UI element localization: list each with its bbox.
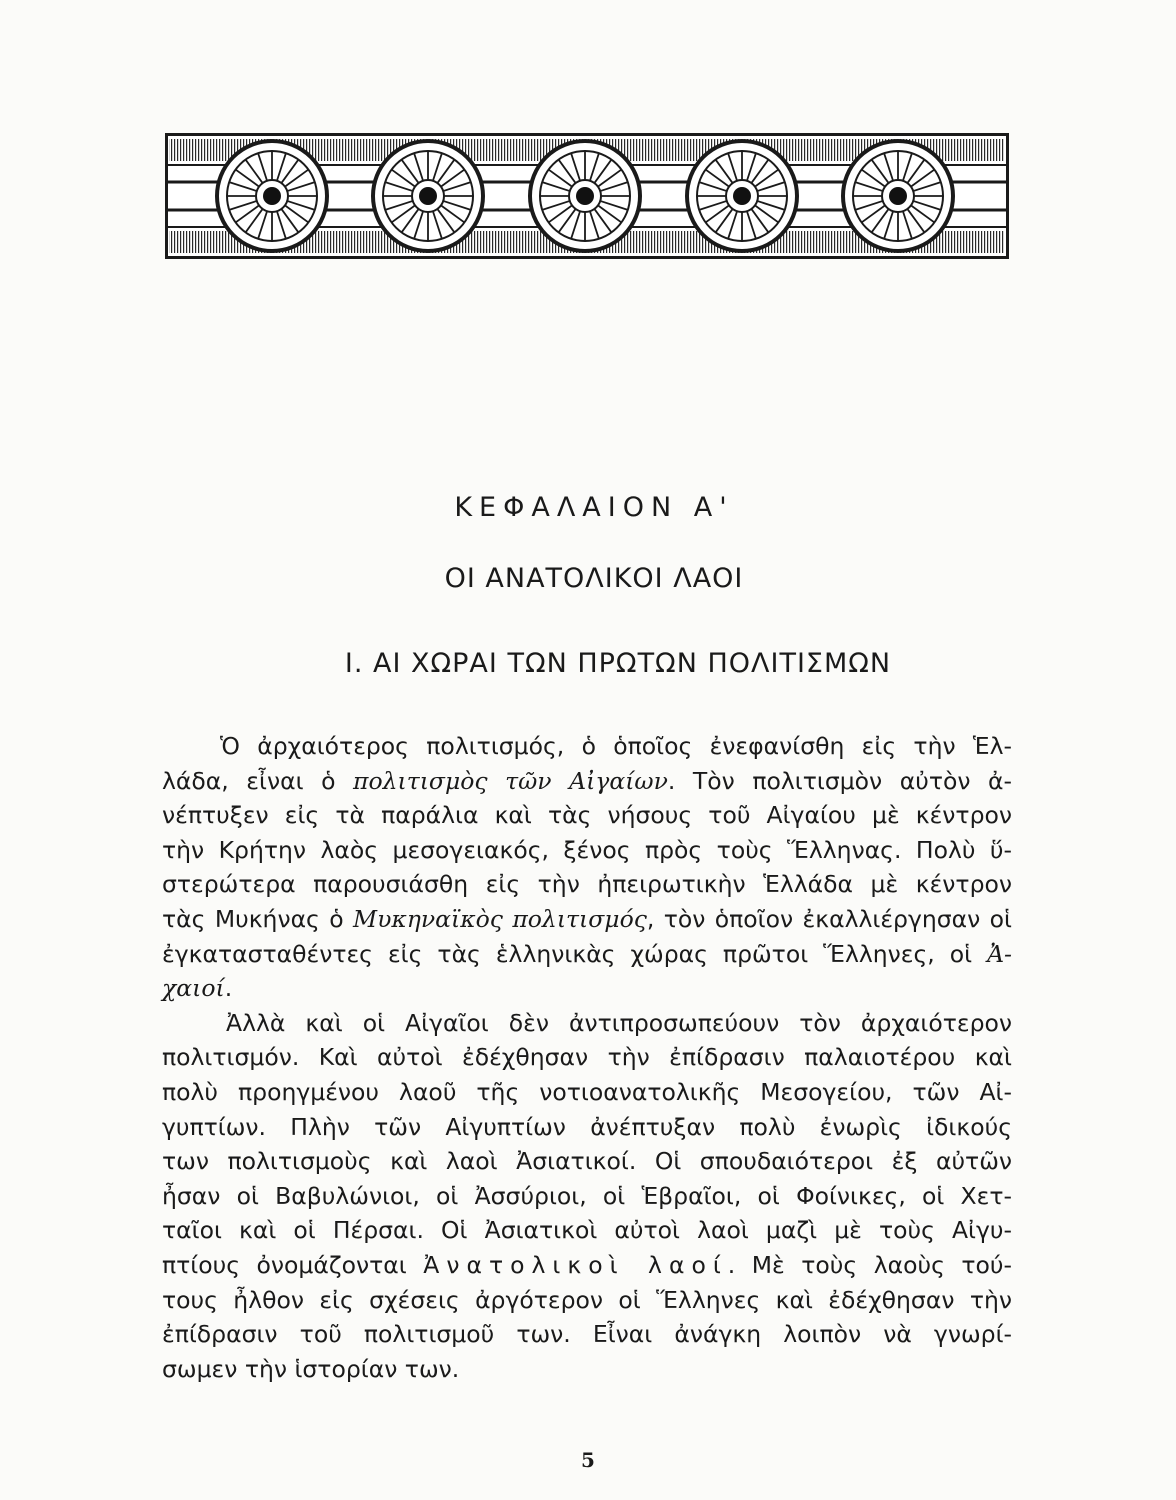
rosette-ornament (530, 141, 640, 251)
section-heading: Ι. ΑΙ ΧΩΡΑΙ ΤΩΝ ΠΡΩΤΩΝ ΠΟΛΙΤΙΣΜΩΝ (344, 648, 892, 679)
text-line: Ἀλλὰ καὶ οἱ Αἰγαῖοι δὲν ἀντιπροσωπεύουν τὸν ἀρχαιότερον (226, 1008, 1012, 1037)
rosette-ornament (843, 141, 953, 251)
body-text (162, 729, 1012, 1386)
text-line: ταῖοι καὶ οἱ Πέρσαι. Οἱ Ἀσιατικοὶ αὐτοὶ λαοὶ μαζὶ μὲ τοὺς Αἰγυ- (162, 1216, 1012, 1245)
text-line: ἐπίδρασιν τοῦ πολιτισμοῦ των. Εἶναι ἀνάγκη λοιπὸν νὰ γνωρί- (162, 1320, 1012, 1349)
page-number: 5 (581, 1448, 595, 1472)
text-line: λάδα, εἶναι ὁ πολιτισμὸς τῶν Αἰγαίων. Τὸν πολιτισμὸν αὐτὸν ἀ- (162, 766, 1012, 795)
text-line: ἐγκατασταθέντες εἰς τὰς ἑλληνικὰς χώρας πρῶτοι Ἕλληνες, οἱ Ἀ- (162, 939, 1012, 968)
text-line: νέπτυξεν εἰς τὰ παράλια καὶ τὰς νήσους τοῦ Αἰγαίου μὲ κέντρον (162, 801, 1012, 830)
text-line: πτίους ὀνομάζονται Ἀνατολικοὶ λαοί. Μὲ τοὺς λαοὺς τού- (162, 1250, 1012, 1279)
text-line: χαιοί. (162, 974, 233, 1003)
decorative-frieze (165, 133, 1009, 259)
text-line: τὴν Κρήτην λαὸς μεσογειακός, ξένος πρὸς τοὺς Ἕλληνας. Πολὺ ὕ- (162, 835, 1012, 864)
text-line: σωμεν τὴν ἱστορίαν των. (162, 1354, 460, 1383)
text-line: στερώτερα παρουσιάσθη εἰς τὴν ἠπειρωτικὴν Ἑλλάδα μὲ κέντρον (162, 870, 1012, 899)
text-line: ἦσαν οἱ Βαβυλώνιοι, οἱ Ἀσσύριοι, οἱ Ἑβραῖοι, οἱ Φοίνικες, οἱ Χετ- (162, 1181, 1012, 1210)
text-line: τὰς Μυκήνας ὁ Μυκηναϊκὸς πολιτισμός, τὸν ὁποῖον ἐκαλλιέργησαν οἱ (162, 904, 1012, 933)
text-line: πολὺ προηγμένου λαοῦ τῆς νοτιοανατολικῆς Μεσογείου, τῶν Αἰ- (162, 1077, 1012, 1106)
text-line: πολιτισμόν. Καὶ αὐτοὶ ἐδέχθησαν τὴν ἐπίδρασιν παλαιοτέρου καὶ (162, 1043, 1012, 1072)
text-line: των πολιτισμοὺς καὶ λαοὶ Ἀσιατικοί. Οἱ σπουδαιότεροι ἐξ αὐτῶν (162, 1147, 1012, 1176)
rosette-ornament (373, 141, 483, 251)
rosette-ornament (217, 141, 327, 251)
rosette-ornament (687, 141, 797, 251)
text-line: γυπτίων. Πλὴν τῶν Αἰγυπτίων ἀνέπτυξαν πολὺ ἐνωρὶς ἰδικούς (162, 1112, 1012, 1141)
text-line: τους ἦλθον εἰς σχέσεις ἀργότερον οἱ Ἕλληνες καὶ ἐδέχθησαν τὴν (162, 1285, 1012, 1314)
chapter-heading: ΚΕΦΑΛΑΙΟΝ Α' (454, 492, 734, 523)
chapter-title: ΟΙ ΑΝΑΤΟΛΙΚΟΙ ΛΑΟΙ (444, 563, 744, 594)
text-line: Ὁ ἀρχαιότερος πολιτισμός, ὁ ὁποῖος ἐνεφανίσθη εἰς τὴν Ἑλ- (220, 732, 1012, 760)
